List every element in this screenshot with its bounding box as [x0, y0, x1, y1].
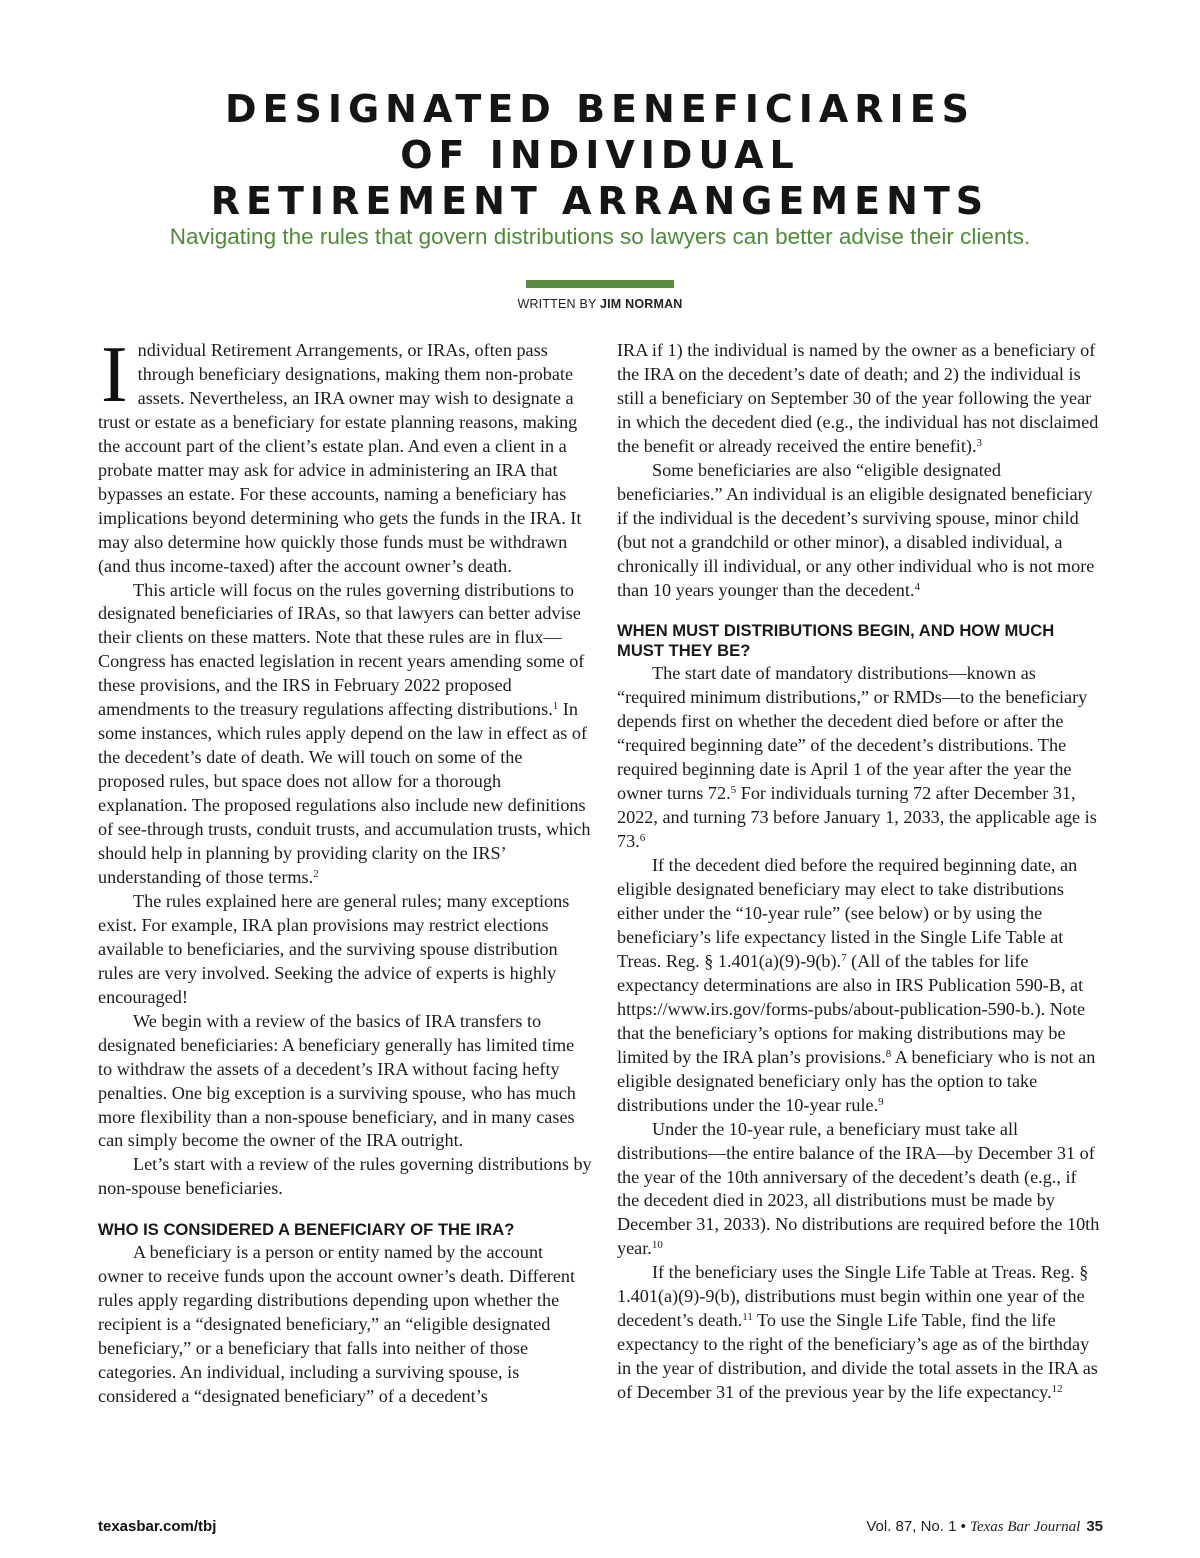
footnote-ref: 12 [1051, 1383, 1063, 1396]
paragraph-text: ndividual Retirement Arrangements, or IRAs, often pass through beneficiary designations, making them non-probate assets. Nevertheless, an IRA owner may wish to designate a trust or estate as a beneficiary for estate planning reasons, making the account part of the client’s estate plan. And even a client in a probate matter may ask for advice in administering an IRA that bypasses an estate. For these accounts, naming a beneficiary has implications beyond determining who gets the funds in the IRA. It may also determine how quickly those funds must be withdrawn (and thus income-taxed) after the account owner’s death. [98, 340, 582, 576]
paragraph-text: For individuals turning 72 after December 31, 2022, and turning 73 before January 1, 2033, the applicable age is 73. [617, 783, 1097, 852]
paragraph [617, 662, 1103, 854]
byline [0, 297, 1200, 311]
footnote-ref: 1 [552, 700, 559, 713]
footer-journal: Texas Bar Journal [970, 1519, 1081, 1535]
paragraph-text: (All of the tables for life expectancy determinations are also in IRS Publication 590-B, at https://www.irs.gov/forms-pubs/about-publication-590-b.). Note that the beneficiary’s options for making distributions may be limited by the IRA plan’s provisions. [617, 950, 1086, 1067]
paragraph [617, 854, 1103, 1117]
paragraph: The rules explained here are general rules; many exceptions exist. For example, IRA plan provisions may restrict elections available to beneficiaries, and the surviving spouse distribution rules are very involved. Seeking the advice of experts is highly encouraged! [98, 890, 570, 1007]
paragraph-text: In some instances, which rules apply depend on the law in effect as of the decedent’s date of death. We will touch on some of the proposed rules, but space does not allow for a thorough explanation. The proposed regulations also include new definitions of see-through trusts, conduit trusts, and accumulation trusts, which should help in planning by providing clarity on the IRS’ understanding of those terms. [98, 699, 591, 887]
paragraph: We begin with a review of the basics of IRA transfers to designated beneficiaries: A beneficiary generally has limited time to withdraw the assets of a decedent’s IRA without facing hefty penalties. One big exception is a surviving spouse, who has much more flexibility than a non-spouse beneficiary, and in many cases can simply become the owner of the IRA outright. [98, 1010, 576, 1151]
footnote-ref: 2 [313, 867, 319, 880]
right-column [617, 339, 1103, 1405]
section-heading: WHEN MUST DISTRIBUTIONS BEGIN, AND HOW MUCH MUST THEY BE? [617, 621, 1055, 661]
footnote-ref: 6 [639, 832, 646, 845]
footnote-ref: 9 [878, 1095, 884, 1108]
paragraph [617, 1118, 1103, 1262]
author-name: JIM NORMAN [599, 297, 683, 311]
footer-website: texasbar.com/tbj [98, 1518, 217, 1535]
paragraph-text: Some beneficiaries are also “eligible designated beneficiaries.” An individual is an eligible designated beneficiary if the individual is the decedent’s surviving spouse, minor child (but not a grandchild or other minor), a disabled individual, a chronically ill individual, or any other individual who is not more than 10 years younger than the decedent. [617, 459, 1095, 600]
footnote-ref: 11 [742, 1311, 753, 1324]
paragraph [617, 459, 1103, 603]
paragraph [617, 339, 1103, 459]
paragraph-text: If the decedent died before the required beginning date, an eligible designated beneficiary may elect to take distributions either under the “10-year rule” (see below) or by using the beneficiary’s life expectancy listed in the Single Life Table at Treas. Reg. § 1.401(a)(9)-9(b). [617, 855, 1078, 971]
footer-bullet: • [960, 1518, 966, 1535]
footnote-ref: 8 [885, 1047, 892, 1060]
footnote-ref: 7 [841, 951, 847, 964]
article-title [0, 86, 1200, 224]
paragraph-text: Under the 10-year rule, a beneficiary must take all distributions—the entire balance of the IRA—by December 31 of the year of the 10th anniversary of the decedent’s death (e.g., if the decedent died in 2023, all distributions must be made by December 31, 2033). No distributions are required before the 10th year. [617, 1118, 1100, 1259]
paragraph [98, 579, 592, 890]
paragraph: Let’s start with a review of the rules governing distributions by non-spouse beneficiaries. [98, 1154, 592, 1199]
title-line-2: OF INDIVIDUAL [400, 133, 800, 177]
paragraph-text: A beneficiary who is not an eligible designated beneficiary only has the option to take distributions under the 10-year rule. [617, 1046, 1096, 1115]
footer-issue [866, 1518, 1103, 1536]
paragraph [98, 331, 592, 579]
title-line-1: DESIGNATED BENEFICIARIES [224, 87, 976, 131]
paragraph-text: To use the Single Life Table, find the life expectancy to the right of the beneficiary’s age as of the birthday in the year of distribution, and divide the total assets in the IRA as of December 31 of the previous year by the life expectancy. [617, 1310, 1098, 1403]
paragraph-text: The start date of mandatory distributions—known as “required minimum distributions,” or RMDs—to the beneficiary depends first on whether the decedent died before or after the “required beginning date” of the decedent’s distributions. The required beginning date is April 1 of the year after the year the owner turns 72. [617, 663, 1088, 804]
article-subtitle: Navigating the rules that govern distributions so lawyers can better advise their clients. [169, 224, 1031, 249]
accent-rule [526, 280, 674, 288]
byline-prefix: WRITTEN BY [517, 297, 600, 311]
drop-cap: I [101, 331, 128, 419]
footnote-ref: 5 [730, 784, 737, 797]
footnote-ref: 10 [651, 1239, 663, 1252]
paragraph [617, 1261, 1103, 1405]
paragraph-text: This article will focus on the rules governing distributions to designated beneficiaries of IRAs, so that lawyers can better advise their clients on these matters. Note that these rules are in flux—Congress has enacted legislation in recent years amending some of these provisions, and the IRS in February 2022 proposed amendments to the treasury regulations affecting distributions. [98, 579, 585, 720]
left-column [98, 331, 592, 1409]
paragraph-text: IRA if 1) the individual is named by the owner as a beneficiary of the IRA on the decedent’s date of death; and 2) the individual is still a beneficiary on September 30 of the year following the year in which the decedent died (e.g., the individual has not disclaimed the benefit or already received the entire benefit). [617, 340, 1099, 456]
page-number: 35 [1086, 1518, 1103, 1535]
paragraph-text: If the beneficiary uses the Single Life Table at Treas. Reg. § 1.401(a)(9)-9(b), distributions must begin within one year of the decedent’s death. [617, 1262, 1089, 1331]
title-line-3: RETIREMENT ARRANGEMENTS [210, 179, 990, 223]
footer-volume: Vol. 87, No. 1 [866, 1518, 957, 1535]
section-heading: WHO IS CONSIDERED A BENEFICIARY OF THE IRA? [98, 1220, 515, 1240]
footnote-ref: 4 [914, 580, 920, 593]
paragraph: A beneficiary is a person or entity named by the account owner to receive funds upon the account owner’s death. Different rules apply regarding distributions depending upon whether the recipient is a “designated beneficiary,” an “eligible designated beneficiary,” or a beneficiary that falls into neither of those categories. An individual, including a surviving spouse, is considered a “designated beneficiary” of a decedent’s [98, 1242, 576, 1407]
footnote-ref: 3 [976, 436, 983, 449]
